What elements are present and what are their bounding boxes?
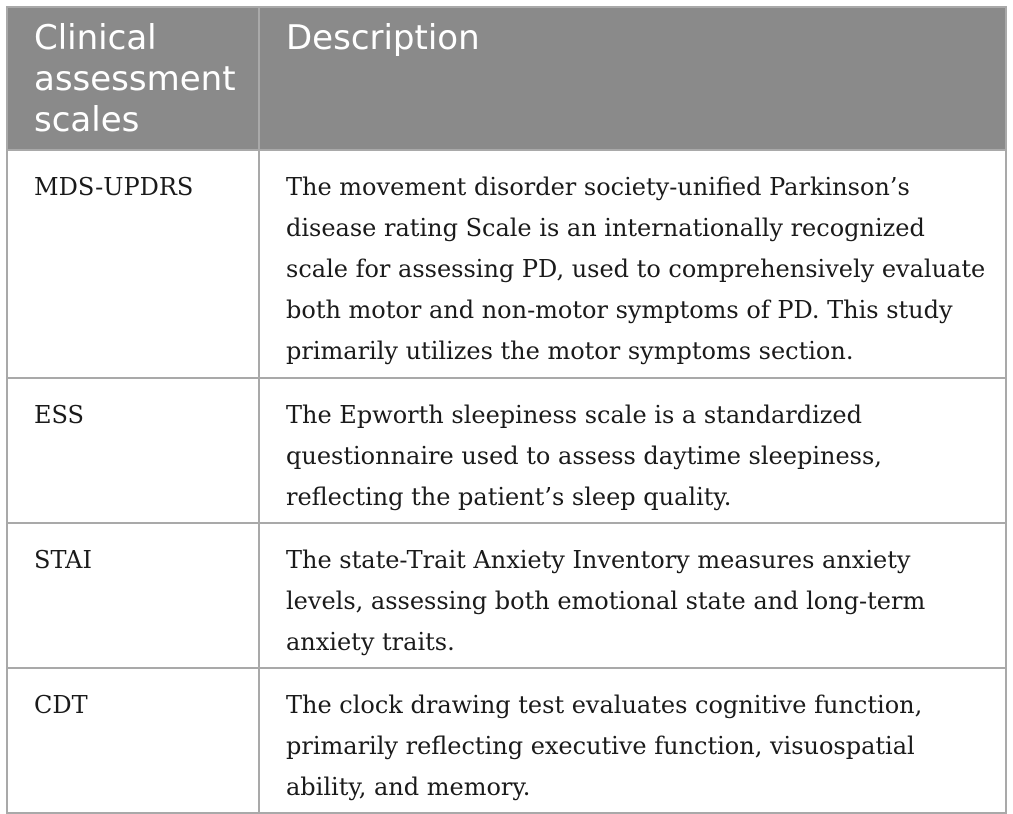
header-row xyxy=(7,7,1006,150)
table-row xyxy=(7,668,1006,813)
scale-description: The movement disorder society-unified Parkinson’s disease rating Scale is an internationally recognized scale for assessing PD, used to comprehensively evaluate both motor and non-motor symptoms of PD. This study primarily utilizes the motor symptoms section. xyxy=(259,150,1006,378)
scale-description: The state-Trait Anxiety Inventory measures anxiety levels, assessing both emotional state and long-term anxiety traits. xyxy=(259,523,1006,668)
scale-description: The clock drawing test evaluates cognitive function, primarily reflecting executive function, visuospatial ability, and memory. xyxy=(259,668,1006,813)
table-row xyxy=(7,150,1006,378)
scale-name: ESS xyxy=(7,378,259,523)
header-scale: Clinical assessment scales xyxy=(7,7,259,150)
header-description: Description xyxy=(259,7,1006,150)
scale-name: CDT xyxy=(7,668,259,813)
scale-name: STAI xyxy=(7,523,259,668)
scale-description: The Epworth sleepiness scale is a standardized questionnaire used to assess daytime sleepiness, reflecting the patient’s sleep quality. xyxy=(259,378,1006,523)
table-row xyxy=(7,378,1006,523)
table-body xyxy=(7,150,1006,813)
clinical-scales-table xyxy=(6,6,1007,814)
scale-name: MDS-UPDRS xyxy=(7,150,259,378)
table-header xyxy=(7,7,1006,150)
table-row xyxy=(7,523,1006,668)
